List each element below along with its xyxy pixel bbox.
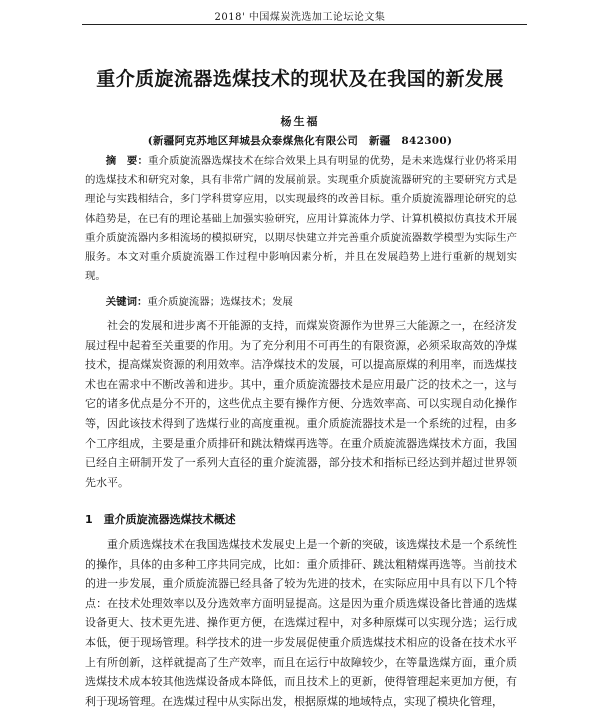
keywords-text: 重介质旋流器；选煤技术；发展 <box>147 296 293 308</box>
abstract-label: 摘 要： <box>105 155 148 167</box>
section-heading-1: 1 重介质旋流器选煤技术概述 <box>85 513 236 526</box>
abstract-text: 重介质旋流器选煤技术在综合效果上具有明显的优势，是未来选煤行业仍将采用的选煤技术和研究对象，具有非常广阔的发展前景。实现重介质旋流器研究的主要研究方式是理论与实践相结合，多门学科贯穿应用，以实现最终的改善目标。重介质旋流器理论研究的总体趋势是，在已有的理论基础上加强实验研究，应用计算流体力学、计算机模拟仿真技术开展重介质旋流器内多相流场的模拟研究，以期尽快建立并完善重介质旋流器数学模型为实际生产服务。本文对重介质旋流器工作过程中影响因素分析，并且在发展趋势上进行重新的规划实现。 <box>85 155 518 283</box>
author-name: 杨生福 <box>280 115 320 128</box>
article-title: 重介质旋流器选煤技术的现状及在我国的新发展 <box>96 68 504 90</box>
header-rule <box>82 24 527 25</box>
running-head: 2018' 中国煤炭洗选加工论坛论文集 <box>214 12 386 23</box>
author-affiliation: (新疆阿克苏地区拜城县众泰煤焦化有限公司 新疆 842300) <box>147 135 453 147</box>
keywords-label: 关键词： <box>105 296 148 308</box>
abstract <box>85 152 517 286</box>
keywords <box>85 293 517 311</box>
body-paragraph-1: 社会的发展和进步离不开能源的支持，而煤炭资源作为世界三大能源之一，在经济发展过程中起着至关重要的作用。为了充分利用不可再生的有限资源，必须采取高效的净煤技术，提高煤炭资源的利用效率。洁净煤技术的发展，可以提高原煤的利用率，而选煤技术也在需求中不断改善和进步。其中，重介质旋流器技术是应用最广泛的技术之一，这与它的诸多优点是分不开的，这些优点主要有操作方便、分选效率高、可以实现自动化操作等，因此该技术得到了选煤行业的高度重视。重介质旋流器技术是一个系统的过程，由多个工序组成，主要是重介质排矸和跳汰精煤再选等。在重介质旋流器选煤技术方面，我国已经自主研制开发了一系列大直径的重介旋流器，部分技术和指标已经达到并超过世界领先水平。 <box>85 319 517 489</box>
body-paragraph-2: 重介质选煤技术在我国选煤技术发展史上是一个新的突破，该选煤技术是一个系统性的操作，具体的由多种工序共同完成，比如：重介质排矸、跳汰粗精煤再选等。当前技术的进一步发展，重介质旋流器已经具备了较为先进的技术，在实际应用中具有以下几个特点：在技术处理效率以及分选效率方面明显提高。这是因为重介质选煤设备比普通的选煤设备更大、技术更先进、操作更方便，在选煤过程中，对多种原煤可以实现分选；运行成本低，便于现场管理。科学技术的进一步发展促使重介质选煤技术相应的设备在技术水平上有所创新，这样就提高了生产效率，而且在运行中故障较少，在等量选煤方面，重介质选煤技术成本较其他选煤设备成本降低，而且技术上的更新，使得管理起来更加方便，有利于现场管理。在选煤过程中从实际出发，根据原煤的地域特点，实现了模块化管理， <box>85 538 517 708</box>
